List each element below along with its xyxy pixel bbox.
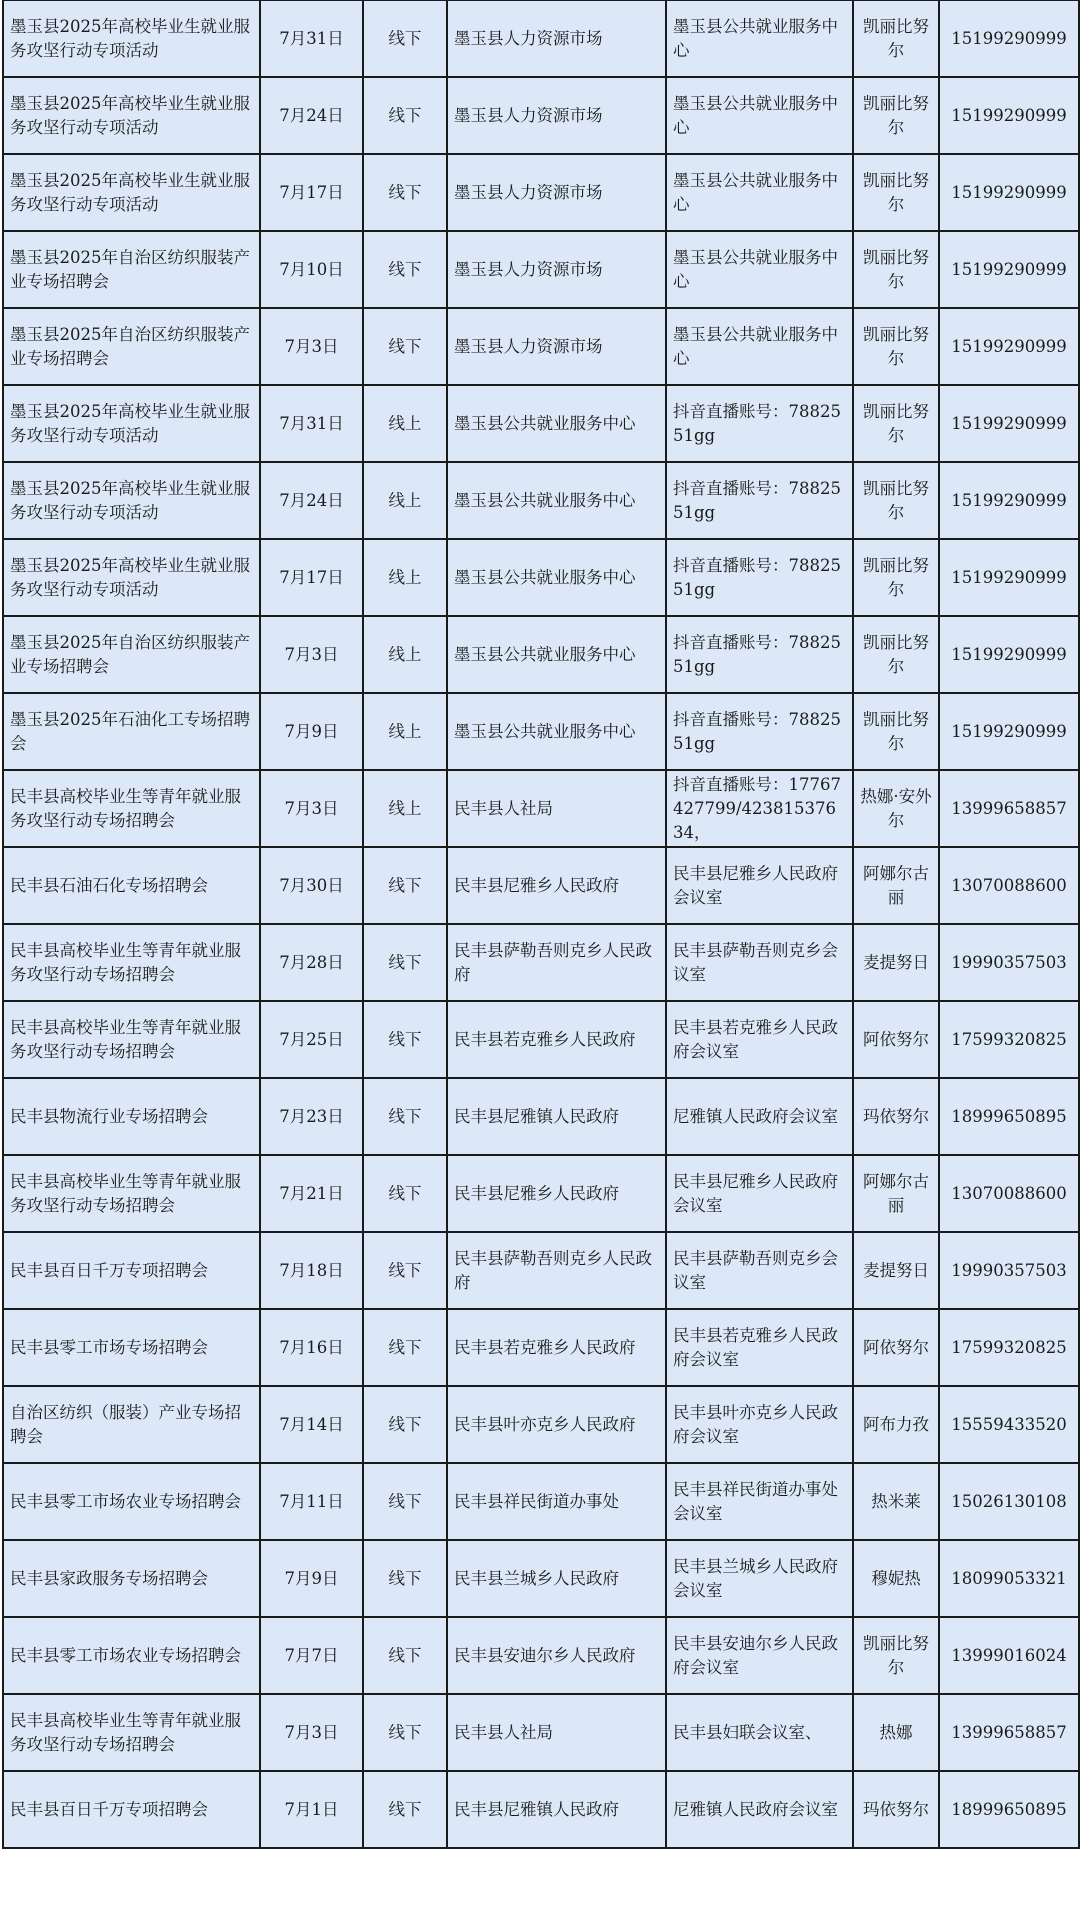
event-mode-cell: 线下 [363, 1001, 447, 1078]
phone-cell: 13070088600 [939, 847, 1079, 924]
event-name-cell: 墨玉县2025年高校毕业生就业服务攻坚行动专项活动 [3, 462, 260, 539]
venue-cell: 民丰县若克雅乡人民政府会议室 [666, 1309, 853, 1386]
organizer-cell: 墨玉县公共就业服务中心 [447, 385, 666, 462]
event-date-cell: 7月25日 [260, 1001, 363, 1078]
phone-cell: 17599320825 [939, 1001, 1079, 1078]
venue-cell: 墨玉县公共就业服务中心 [666, 308, 853, 385]
phone-cell: 15199290999 [939, 0, 1079, 77]
contact-person-cell: 阿布力孜 [853, 1386, 939, 1463]
phone-cell: 15199290999 [939, 462, 1079, 539]
job-fair-table [2, 0, 1080, 1849]
phone-cell: 15199290999 [939, 385, 1079, 462]
event-name-cell: 民丰县高校毕业生等青年就业服务攻坚行动专场招聘会 [3, 924, 260, 1001]
venue-cell: 抖音直播账号：17767427799/42381537634， [666, 770, 853, 847]
contact-person-cell: 阿娜尔古丽 [853, 847, 939, 924]
phone-cell: 13999016024 [939, 1617, 1079, 1694]
event-name-cell: 墨玉县2025年自治区纺织服装产业专场招聘会 [3, 231, 260, 308]
event-date-cell: 7月16日 [260, 1309, 363, 1386]
venue-cell: 民丰县尼雅乡人民政府会议室 [666, 1155, 853, 1232]
venue-cell: 墨玉县公共就业服务中心 [666, 77, 853, 154]
table-row [3, 1694, 1079, 1771]
event-date-cell: 7月14日 [260, 1386, 363, 1463]
contact-person-cell: 凯丽比努尔 [853, 231, 939, 308]
venue-cell: 民丰县安迪尔乡人民政府会议室 [666, 1617, 853, 1694]
contact-person-cell: 凯丽比努尔 [853, 77, 939, 154]
table-row [3, 847, 1079, 924]
organizer-cell: 民丰县兰城乡人民政府 [447, 1540, 666, 1617]
table-row [3, 1463, 1079, 1540]
phone-cell: 13999658857 [939, 1694, 1079, 1771]
contact-person-cell: 凯丽比努尔 [853, 154, 939, 231]
table-row [3, 539, 1079, 616]
venue-cell: 墨玉县公共就业服务中心 [666, 154, 853, 231]
organizer-cell: 民丰县若克雅乡人民政府 [447, 1001, 666, 1078]
organizer-cell: 民丰县尼雅乡人民政府 [447, 847, 666, 924]
contact-person-cell: 凯丽比努尔 [853, 462, 939, 539]
venue-cell: 尼雅镇人民政府会议室 [666, 1078, 853, 1155]
contact-person-cell: 凯丽比努尔 [853, 385, 939, 462]
table-body [3, 0, 1079, 1848]
event-name-cell: 民丰县高校毕业生等青年就业服务攻坚行动专场招聘会 [3, 1694, 260, 1771]
contact-person-cell: 凯丽比努尔 [853, 693, 939, 770]
event-date-cell: 7月24日 [260, 77, 363, 154]
phone-cell: 15199290999 [939, 77, 1079, 154]
phone-cell: 13070088600 [939, 1155, 1079, 1232]
event-date-cell: 7月17日 [260, 154, 363, 231]
table-row [3, 77, 1079, 154]
event-name-cell: 墨玉县2025年高校毕业生就业服务攻坚行动专项活动 [3, 154, 260, 231]
contact-person-cell: 凯丽比努尔 [853, 308, 939, 385]
event-mode-cell: 线上 [363, 385, 447, 462]
table-row [3, 1232, 1079, 1309]
venue-cell: 民丰县尼雅乡人民政府会议室 [666, 847, 853, 924]
contact-person-cell: 凯丽比努尔 [853, 616, 939, 693]
organizer-cell: 墨玉县公共就业服务中心 [447, 539, 666, 616]
table-row [3, 1078, 1079, 1155]
event-name-cell: 民丰县高校毕业生等青年就业服务攻坚行动专场招聘会 [3, 1155, 260, 1232]
event-date-cell: 7月31日 [260, 385, 363, 462]
event-mode-cell: 线上 [363, 770, 447, 847]
contact-person-cell: 阿娜尔古丽 [853, 1155, 939, 1232]
table-row [3, 1155, 1079, 1232]
phone-cell: 18099053321 [939, 1540, 1079, 1617]
event-mode-cell: 线下 [363, 924, 447, 1001]
venue-cell: 墨玉县公共就业服务中心 [666, 231, 853, 308]
phone-cell: 15026130108 [939, 1463, 1079, 1540]
table-row [3, 231, 1079, 308]
event-mode-cell: 线下 [363, 1771, 447, 1848]
event-date-cell: 7月23日 [260, 1078, 363, 1155]
event-name-cell: 墨玉县2025年高校毕业生就业服务攻坚行动专项活动 [3, 539, 260, 616]
event-date-cell: 7月24日 [260, 462, 363, 539]
organizer-cell: 民丰县人社局 [447, 1694, 666, 1771]
contact-person-cell: 穆妮热 [853, 1540, 939, 1617]
event-name-cell: 自治区纺织（服装）产业专场招聘会 [3, 1386, 260, 1463]
organizer-cell: 墨玉县人力资源市场 [447, 308, 666, 385]
venue-cell: 民丰县萨勒吾则克乡会议室 [666, 1232, 853, 1309]
table-row [3, 0, 1079, 77]
table-row [3, 1540, 1079, 1617]
organizer-cell: 墨玉县人力资源市场 [447, 231, 666, 308]
event-name-cell: 民丰县零工市场农业专场招聘会 [3, 1617, 260, 1694]
table-row [3, 1309, 1079, 1386]
event-name-cell: 墨玉县2025年自治区纺织服装产业专场招聘会 [3, 616, 260, 693]
event-mode-cell: 线上 [363, 616, 447, 693]
event-name-cell: 民丰县高校毕业生等青年就业服务攻坚行动专场招聘会 [3, 770, 260, 847]
contact-person-cell: 热娜 [853, 1694, 939, 1771]
event-name-cell: 民丰县高校毕业生等青年就业服务攻坚行动专场招聘会 [3, 1001, 260, 1078]
event-name-cell: 民丰县百日千万专项招聘会 [3, 1232, 260, 1309]
venue-cell: 抖音直播账号：7882551gg [666, 539, 853, 616]
event-mode-cell: 线上 [363, 693, 447, 770]
event-mode-cell: 线上 [363, 539, 447, 616]
table-row [3, 154, 1079, 231]
table-row [3, 770, 1079, 847]
contact-person-cell: 热米莱 [853, 1463, 939, 1540]
organizer-cell: 民丰县尼雅镇人民政府 [447, 1771, 666, 1848]
event-date-cell: 7月3日 [260, 770, 363, 847]
table-row [3, 385, 1079, 462]
phone-cell: 18999650895 [939, 1771, 1079, 1848]
contact-person-cell: 玛依努尔 [853, 1078, 939, 1155]
phone-cell: 13999658857 [939, 770, 1079, 847]
contact-person-cell: 阿依努尔 [853, 1309, 939, 1386]
phone-cell: 19990357503 [939, 924, 1079, 1001]
organizer-cell: 民丰县尼雅乡人民政府 [447, 1155, 666, 1232]
organizer-cell: 民丰县祥民街道办事处 [447, 1463, 666, 1540]
contact-person-cell: 热娜·安外尔 [853, 770, 939, 847]
event-mode-cell: 线下 [363, 1232, 447, 1309]
venue-cell: 民丰县萨勒吾则克乡会议室 [666, 924, 853, 1001]
event-mode-cell: 线下 [363, 1155, 447, 1232]
event-mode-cell: 线下 [363, 308, 447, 385]
event-name-cell: 墨玉县2025年石油化工专场招聘会 [3, 693, 260, 770]
table-row [3, 462, 1079, 539]
event-mode-cell: 线下 [363, 1386, 447, 1463]
contact-person-cell: 凯丽比努尔 [853, 0, 939, 77]
table-row [3, 924, 1079, 1001]
organizer-cell: 墨玉县人力资源市场 [447, 154, 666, 231]
table-row [3, 1001, 1079, 1078]
venue-cell: 民丰县妇联会议室、 [666, 1694, 853, 1771]
phone-cell: 15559433520 [939, 1386, 1079, 1463]
event-date-cell: 7月18日 [260, 1232, 363, 1309]
event-mode-cell: 线下 [363, 154, 447, 231]
event-date-cell: 7月30日 [260, 847, 363, 924]
organizer-cell: 墨玉县公共就业服务中心 [447, 462, 666, 539]
event-date-cell: 7月9日 [260, 693, 363, 770]
event-name-cell: 民丰县物流行业专场招聘会 [3, 1078, 260, 1155]
event-mode-cell: 线下 [363, 0, 447, 77]
event-date-cell: 7月9日 [260, 1540, 363, 1617]
organizer-cell: 墨玉县人力资源市场 [447, 0, 666, 77]
event-date-cell: 7月3日 [260, 1694, 363, 1771]
event-date-cell: 7月3日 [260, 616, 363, 693]
event-mode-cell: 线下 [363, 1078, 447, 1155]
organizer-cell: 墨玉县人力资源市场 [447, 77, 666, 154]
event-name-cell: 墨玉县2025年高校毕业生就业服务攻坚行动专项活动 [3, 385, 260, 462]
table-row [3, 1617, 1079, 1694]
venue-cell: 抖音直播账号：7882551gg [666, 462, 853, 539]
organizer-cell: 墨玉县公共就业服务中心 [447, 693, 666, 770]
venue-cell: 民丰县祥民街道办事处会议室 [666, 1463, 853, 1540]
event-mode-cell: 线下 [363, 1617, 447, 1694]
event-name-cell: 民丰县百日千万专项招聘会 [3, 1771, 260, 1848]
event-date-cell: 7月28日 [260, 924, 363, 1001]
event-mode-cell: 线下 [363, 1540, 447, 1617]
event-mode-cell: 线下 [363, 77, 447, 154]
contact-person-cell: 阿依努尔 [853, 1001, 939, 1078]
event-date-cell: 7月3日 [260, 308, 363, 385]
table-row [3, 308, 1079, 385]
event-mode-cell: 线下 [363, 1694, 447, 1771]
venue-cell: 民丰县若克雅乡人民政府会议室 [666, 1001, 853, 1078]
phone-cell: 15199290999 [939, 693, 1079, 770]
event-name-cell: 民丰县零工市场农业专场招聘会 [3, 1463, 260, 1540]
phone-cell: 18999650895 [939, 1078, 1079, 1155]
phone-cell: 15199290999 [939, 231, 1079, 308]
venue-cell: 抖音直播账号：7882551gg [666, 616, 853, 693]
organizer-cell: 民丰县萨勒吾则克乡人民政府 [447, 1232, 666, 1309]
venue-cell: 尼雅镇人民政府会议室 [666, 1771, 853, 1848]
venue-cell: 民丰县叶亦克乡人民政府会议室 [666, 1386, 853, 1463]
event-mode-cell: 线下 [363, 231, 447, 308]
phone-cell: 17599320825 [939, 1309, 1079, 1386]
event-date-cell: 7月1日 [260, 1771, 363, 1848]
event-date-cell: 7月31日 [260, 0, 363, 77]
event-date-cell: 7月11日 [260, 1463, 363, 1540]
organizer-cell: 民丰县叶亦克乡人民政府 [447, 1386, 666, 1463]
contact-person-cell: 凯丽比努尔 [853, 1617, 939, 1694]
contact-person-cell: 麦提努日 [853, 1232, 939, 1309]
organizer-cell: 墨玉县公共就业服务中心 [447, 616, 666, 693]
event-mode-cell: 线下 [363, 847, 447, 924]
event-mode-cell: 线上 [363, 462, 447, 539]
venue-cell: 墨玉县公共就业服务中心 [666, 0, 853, 77]
phone-cell: 15199290999 [939, 616, 1079, 693]
organizer-cell: 民丰县若克雅乡人民政府 [447, 1309, 666, 1386]
table-row [3, 1771, 1079, 1848]
venue-cell: 抖音直播账号：7882551gg [666, 693, 853, 770]
contact-person-cell: 麦提努日 [853, 924, 939, 1001]
event-mode-cell: 线下 [363, 1463, 447, 1540]
organizer-cell: 民丰县萨勒吾则克乡人民政府 [447, 924, 666, 1001]
event-name-cell: 民丰县家政服务专场招聘会 [3, 1540, 260, 1617]
event-date-cell: 7月10日 [260, 231, 363, 308]
event-date-cell: 7月7日 [260, 1617, 363, 1694]
event-name-cell: 墨玉县2025年高校毕业生就业服务攻坚行动专项活动 [3, 77, 260, 154]
event-date-cell: 7月21日 [260, 1155, 363, 1232]
event-name-cell: 墨玉县2025年高校毕业生就业服务攻坚行动专项活动 [3, 0, 260, 77]
event-name-cell: 民丰县零工市场专场招聘会 [3, 1309, 260, 1386]
event-mode-cell: 线下 [363, 1309, 447, 1386]
organizer-cell: 民丰县尼雅镇人民政府 [447, 1078, 666, 1155]
phone-cell: 19990357503 [939, 1232, 1079, 1309]
contact-person-cell: 玛依努尔 [853, 1771, 939, 1848]
event-date-cell: 7月17日 [260, 539, 363, 616]
event-name-cell: 墨玉县2025年自治区纺织服装产业专场招聘会 [3, 308, 260, 385]
phone-cell: 15199290999 [939, 308, 1079, 385]
event-name-cell: 民丰县石油石化专场招聘会 [3, 847, 260, 924]
table-row [3, 693, 1079, 770]
contact-person-cell: 凯丽比努尔 [853, 539, 939, 616]
venue-cell: 抖音直播账号：7882551gg [666, 385, 853, 462]
table-row [3, 1386, 1079, 1463]
venue-cell: 民丰县兰城乡人民政府会议室 [666, 1540, 853, 1617]
phone-cell: 15199290999 [939, 539, 1079, 616]
organizer-cell: 民丰县安迪尔乡人民政府 [447, 1617, 666, 1694]
table-row [3, 616, 1079, 693]
phone-cell: 15199290999 [939, 154, 1079, 231]
organizer-cell: 民丰县人社局 [447, 770, 666, 847]
